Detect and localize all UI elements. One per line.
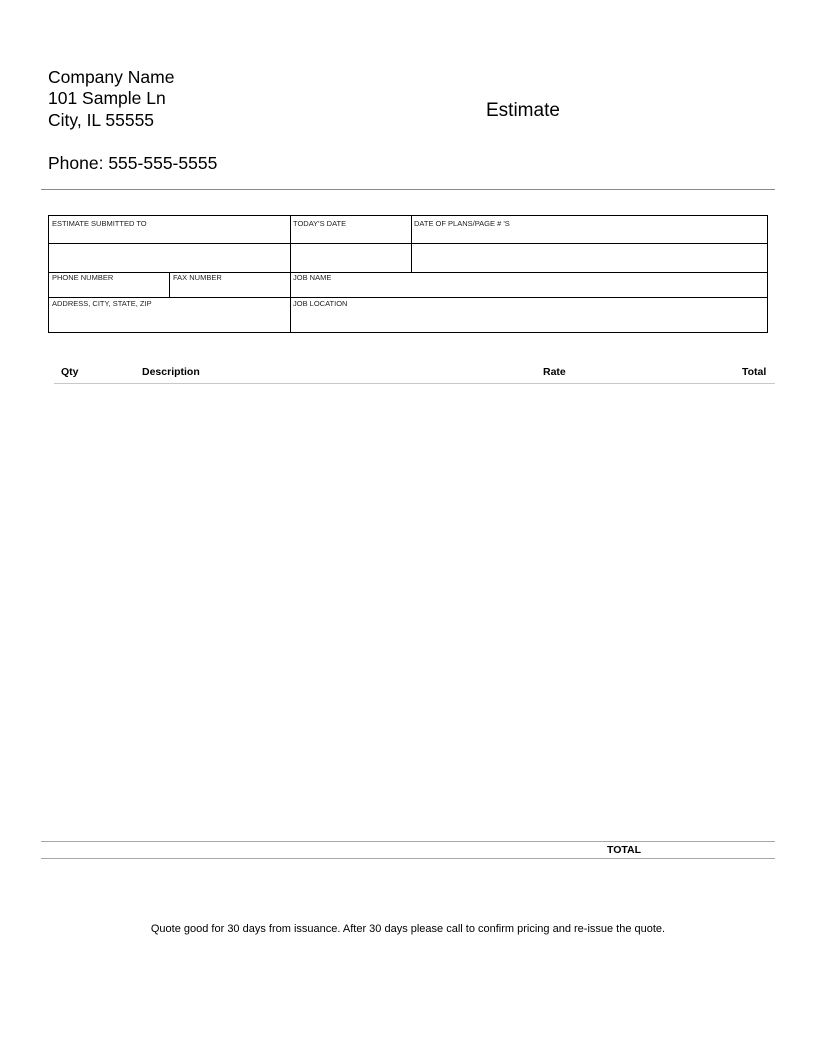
grid-line xyxy=(169,272,170,297)
estimate-info-grid xyxy=(48,215,768,333)
todays-date-label: TODAY'S DATE xyxy=(293,219,347,228)
document-title: Estimate xyxy=(486,100,560,121)
company-name: Company Name xyxy=(48,67,175,87)
estimate-submitted-to-label: ESTIMATE SUBMITTED TO xyxy=(52,219,147,228)
column-header-description: Description xyxy=(142,366,200,378)
total-label: TOTAL xyxy=(607,844,642,856)
job-name-label: JOB NAME xyxy=(293,273,332,282)
grid-line xyxy=(49,243,767,244)
company-city-state-zip: City, IL 55555 xyxy=(48,110,155,130)
total-top-divider xyxy=(41,841,775,842)
date-of-plans-label: DATE OF PLANS/PAGE # 'S xyxy=(414,219,510,228)
phone-number-label: PHONE NUMBER xyxy=(52,273,114,282)
header-divider xyxy=(41,189,775,190)
company-phone: Phone: 555-555-5555 xyxy=(48,153,218,173)
column-header-total: Total xyxy=(742,366,767,378)
column-header-qty: Qty xyxy=(61,366,79,378)
grid-line xyxy=(411,216,412,272)
footer-note: Quote good for 30 days from issuance. After 30 days please call to confirm pricing and re-issue the quote. xyxy=(150,923,666,935)
items-header-divider xyxy=(54,383,775,384)
column-header-rate: Rate xyxy=(543,366,566,378)
grid-line xyxy=(290,216,291,332)
grid-line xyxy=(49,297,767,298)
total-bottom-divider xyxy=(41,858,775,859)
grid-line xyxy=(49,272,767,273)
company-street: 101 Sample Ln xyxy=(48,88,166,108)
address-label: ADDRESS, CITY, STATE, ZIP xyxy=(52,299,152,308)
fax-number-label: FAX NUMBER xyxy=(173,273,222,282)
job-location-label: JOB LOCATION xyxy=(293,299,348,308)
